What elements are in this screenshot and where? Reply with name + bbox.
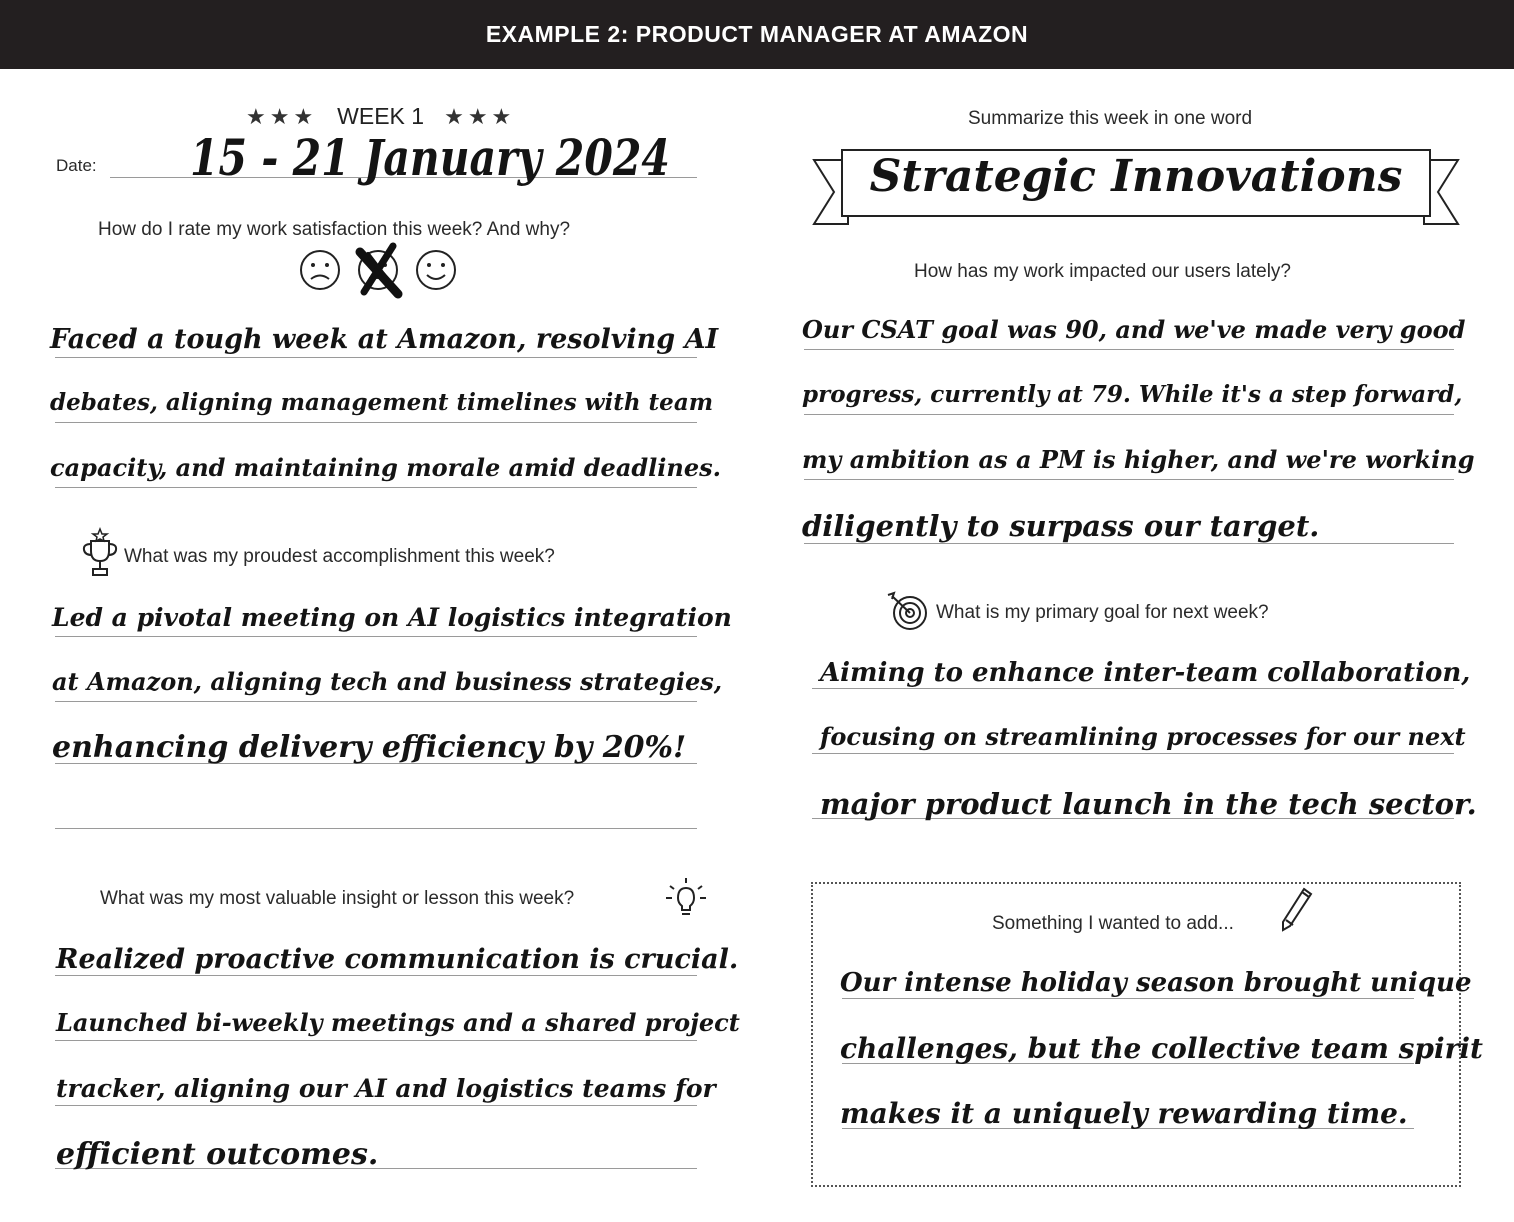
- rule: [804, 349, 1454, 350]
- proudest-prompt: What was my proudest accomplishment this week?: [124, 546, 555, 567]
- rule: [55, 701, 697, 702]
- goal-line-2: focusing on streamlining processes for our next: [820, 722, 1466, 751]
- goal-line-1: Aiming to enhance inter-team collaboration,: [820, 658, 1471, 688]
- rule: [804, 543, 1454, 544]
- rule: [55, 1105, 697, 1106]
- addition-line-2: challenges, but the collective team spirit: [840, 1032, 1483, 1065]
- lightbulb-icon: [664, 876, 708, 920]
- pen-icon: [1278, 886, 1314, 934]
- satisfaction-line-2: debates, aligning management timelines with team: [50, 389, 714, 416]
- insight-prompt: What was my most valuable insight or lesson this week?: [100, 888, 575, 909]
- summary-prompt: Summarize this week in one word: [968, 108, 1253, 129]
- satisfaction-line-1: Faced a tough week at Amazon, resolving AI: [50, 324, 719, 355]
- impact-line-2: progress, currently at 79. While it's a step forward,: [802, 381, 1463, 408]
- goal-prompt: What is my primary goal for next week?: [936, 602, 1269, 623]
- proudest-line-1: Led a pivotal meeting on AI logistics integration: [52, 603, 732, 632]
- rule: [55, 357, 697, 358]
- rule: [55, 828, 697, 829]
- target-icon: [886, 591, 932, 631]
- impact-line-4: diligently to surpass our target.: [802, 509, 1320, 543]
- date-label: Date:: [56, 156, 97, 175]
- week-header: [246, 103, 515, 130]
- rule: [804, 479, 1454, 480]
- happy-face-icon[interactable]: [417, 251, 455, 289]
- rule: [842, 998, 1414, 999]
- sad-face-icon[interactable]: [301, 251, 339, 289]
- banner-title: EXAMPLE 2: PRODUCT MANAGER AT AMAZON: [485, 21, 1029, 47]
- stars-left: ★★★: [246, 103, 318, 129]
- selected-mark-icon: [360, 246, 398, 294]
- rule: [55, 636, 697, 637]
- summary-word: Strategic Innovations: [869, 151, 1403, 202]
- impact-line-3: my ambition as a PM is higher, and we're working: [802, 445, 1475, 474]
- addition-line-1: Our intense holiday season brought unique: [840, 968, 1472, 998]
- insight-line-2: Launched bi-weekly meetings and a shared project: [56, 1008, 740, 1037]
- impact-prompt: How has my work impacted our users lately?: [914, 261, 1291, 282]
- rule: [55, 1040, 697, 1041]
- satisfaction-faces: [298, 248, 462, 296]
- insight-line-3: tracker, aligning our AI and logistics teams for: [56, 1074, 716, 1103]
- satisfaction-prompt: How do I rate my work satisfaction this week? And why?: [98, 219, 571, 240]
- impact-line-1: Our CSAT goal was 90, and we've made very good: [802, 315, 1466, 344]
- proudest-line-2: at Amazon, aligning tech and business strategies,: [52, 667, 723, 696]
- rule: [55, 422, 697, 423]
- goal-line-3: major product launch in the tech sector.: [820, 787, 1477, 821]
- addition-prompt: Something I wanted to add...: [992, 913, 1234, 934]
- week-label: WEEK 1: [337, 103, 425, 129]
- page-banner: [0, 0, 1514, 69]
- rule: [55, 975, 697, 976]
- trophy-icon: [80, 527, 120, 579]
- stars-right: ★★★: [444, 103, 516, 129]
- insight-line-1: Realized proactive communication is crucial.: [56, 944, 739, 975]
- satisfaction-line-3: capacity, and maintaining morale amid deadlines.: [50, 453, 721, 482]
- rule: [804, 414, 1454, 415]
- date-value: 15 - 21 January 2024: [190, 128, 670, 187]
- rule: [55, 487, 697, 488]
- insight-line-4: efficient outcomes.: [56, 1137, 379, 1172]
- addition-line-3: makes it a uniquely rewarding time.: [840, 1097, 1408, 1130]
- proudest-line-3: enhancing delivery efficiency by 20%!: [52, 730, 687, 765]
- rule: [812, 688, 1454, 689]
- rule: [812, 753, 1454, 754]
